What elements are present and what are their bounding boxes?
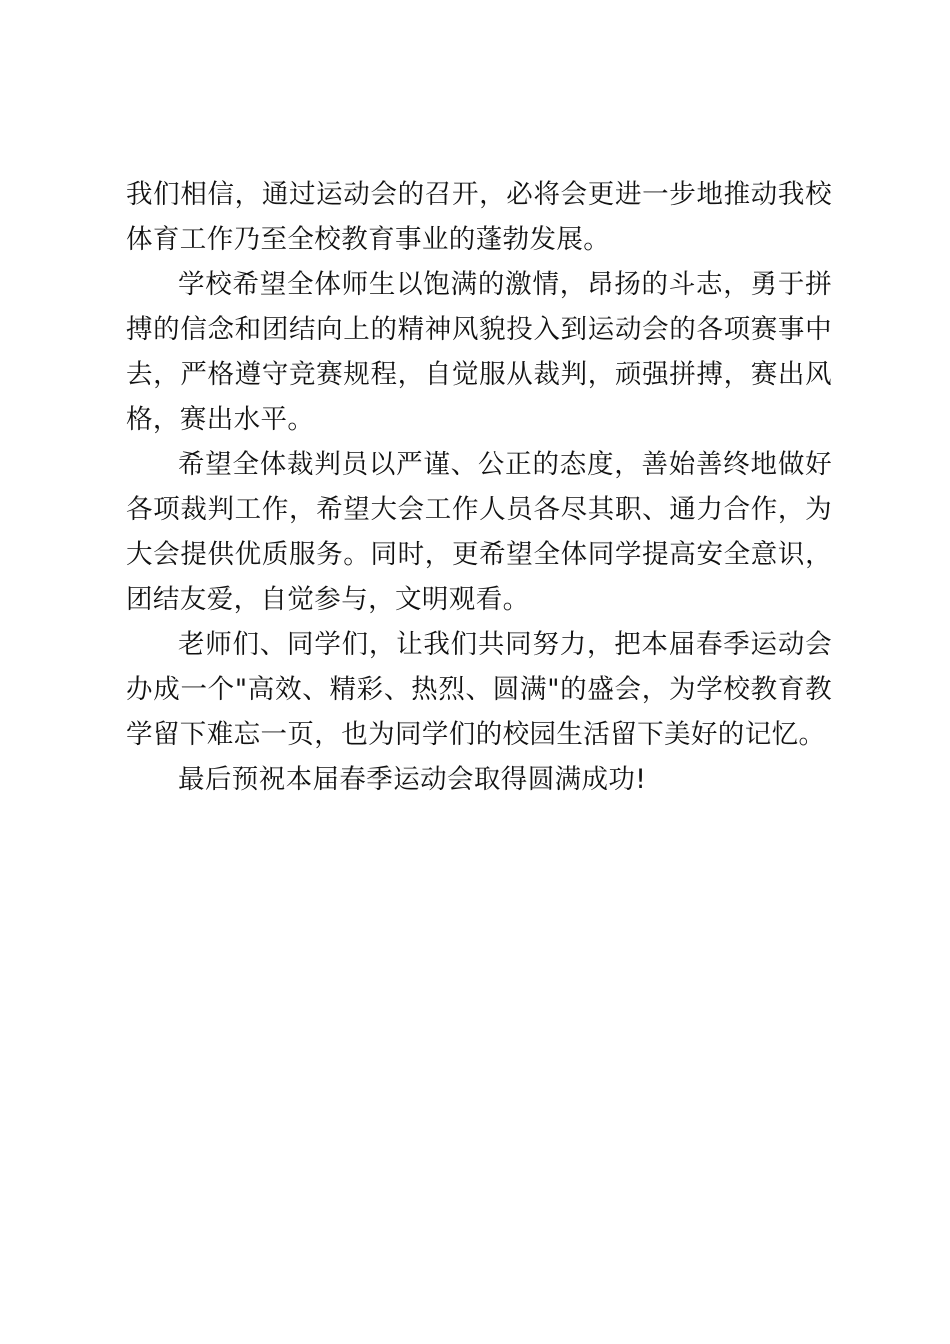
paragraph-2: 学校希望全体师生以饱满的激情，昂扬的斗志，勇于拼搏的信念和团结向上的精神风貌投入到运动会的各项赛事中去，严格遵守竞赛规程，自觉服从裁判，顽强拼搏，赛出风格，赛出水平。 [126, 269, 832, 435]
paragraph-1: 我们相信，通过运动会的召开，必将会更进一步地推动我校体育工作乃至全校教育事业的蓬勃发展。 [126, 179, 832, 255]
document-body [126, 172, 832, 802]
paragraph-4: 老师们、同学们，让我们共同努力，把本届春季运动会办成一个"高效、精彩、热烈、圆满"的盛会，为学校教育教学留下难忘一页，也为同学们的校园生活留下美好的记忆。 [126, 629, 832, 750]
paragraph-5: 最后预祝本届春季运动会取得圆满成功! [178, 764, 647, 795]
paragraph-3: 希望全体裁判员以严谨、公正的态度，善始善终地做好各项裁判工作，希望大会工作人员各尽其职、通力合作，为大会提供优质服务。同时，更希望全体同学提高安全意识，团结友爱，自觉参与，文明观看。 [126, 449, 832, 615]
